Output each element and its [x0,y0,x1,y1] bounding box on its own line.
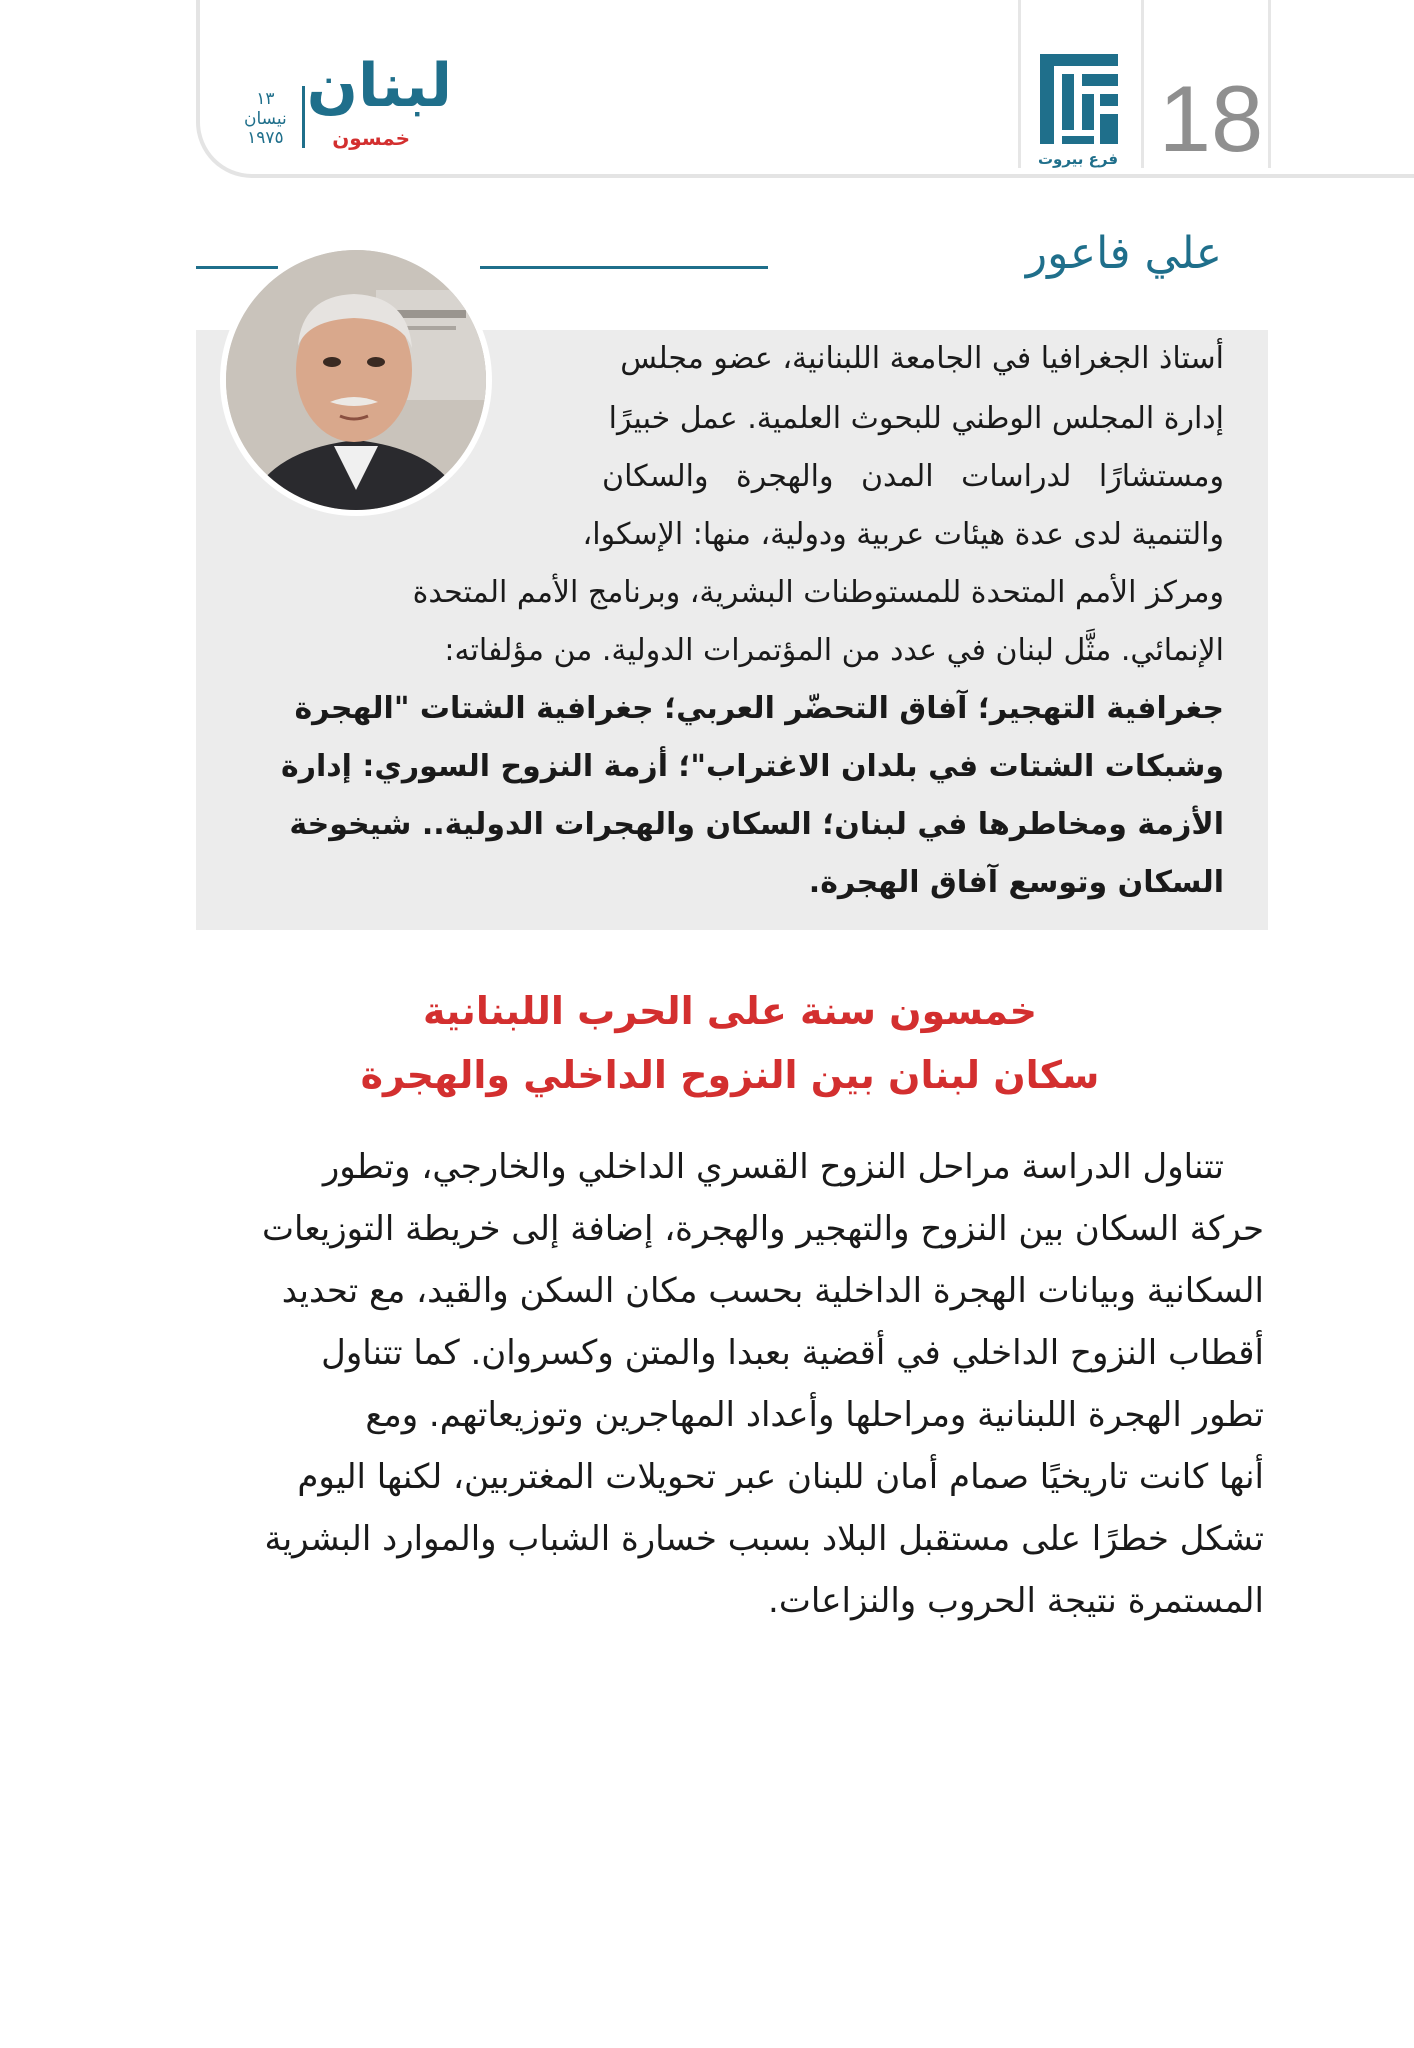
bio-line-bold: جغرافية التهجير؛ آفاق التحضّر العربي؛ جغرافية الشتات "الهجرة [294,691,1224,726]
bio-line: ومستشارًا لدراسات المدن والهجرة والسكان [602,459,1224,494]
body-line: السكانية وبيانات الهجرة الداخلية بحسب مكان السكن والقيد، مع تحديد [281,1271,1264,1311]
fifty-years-logo [244,51,452,176]
header-divider [1141,0,1144,168]
body-line: تشكل خطرًا على مستقبل البلاد بسبب خسارة الشباب والموارد البشرية [264,1519,1264,1559]
body-line: تتناول الدراسة مراحل النزوح القسري الداخلي والخارجي، وتطور [322,1147,1224,1187]
bio-line: ومركز الأمم المتحدة للمستوطنات البشرية، وبرنامج الأمم المتحدة [412,575,1224,610]
body-line: أنها كانت تاريخيًا صمام أمان للبنان عبر تحويلات المغتربين، لكنها اليوم [297,1457,1264,1497]
logo-date-month: نيسان [244,108,287,129]
bio-line-bold: وشبكات الشتات في بلدان الاغتراب"؛ أزمة النزوح السوري: إدارة [281,749,1224,784]
bio-line: إدارة المجلس الوطني للبحوث العلمية. عمل خبيرًا [608,401,1224,436]
body-line: أقطاب النزوح الداخلي في أقضية بعبدا والمتن وكسروان. كما تتناول [321,1333,1264,1373]
body-line: حركة السكان بين النزوح والتهجير والهجرة، إضافة إلى خريطة التوزيعات [262,1209,1264,1249]
logo-divider [302,86,305,148]
bio-line: الإنمائي. مثَّل لبنان في عدد من المؤتمرات الدولية. من مؤلفاته: [444,633,1224,668]
page-number: 18 [1158,66,1264,171]
author-rule-left [196,266,278,269]
body-line: المستمرة نتيجة الحروب والنزاعات. [768,1581,1264,1621]
article-title-line2: سكان لبنان بين النزوح الداخلي والهجرة [360,1053,1100,1097]
body-line: تطور الهجرة اللبنانية ومراحلها وأعداد المهاجرين وتوزيعاتهم. ومع [365,1395,1264,1435]
bio-line: أستاذ الجغرافيا في الجامعة اللبنانية، عضو مجلس [620,341,1224,376]
header-divider [1018,0,1021,168]
logo-date [244,90,287,149]
author-photo [220,244,492,516]
logo-date-day: ١٣ [256,89,275,109]
author-rule-right [480,266,768,269]
bio-line-bold: السكان وتوسع آفاق الهجرة. [808,865,1224,900]
author-name: علي فاعور [1025,228,1222,279]
article-title-line1: خمسون سنة على الحرب اللبنانية [423,989,1037,1033]
logo-fifty-text: خمسون [332,126,410,150]
bio-line-bold: الأزمة ومخاطرها في لبنان؛ السكان والهجرات الدولية.. شيخوخة [289,807,1224,842]
logo-date-year: ١٩٧٥ [247,128,284,149]
logo-caption: فرع بيروت [1037,150,1119,168]
logo-lebanon-text: لبنان [306,51,452,121]
bio-line: والتنمية لدى عدة هيئات عربية ودولية، منها: الإسكوا، [582,517,1224,552]
